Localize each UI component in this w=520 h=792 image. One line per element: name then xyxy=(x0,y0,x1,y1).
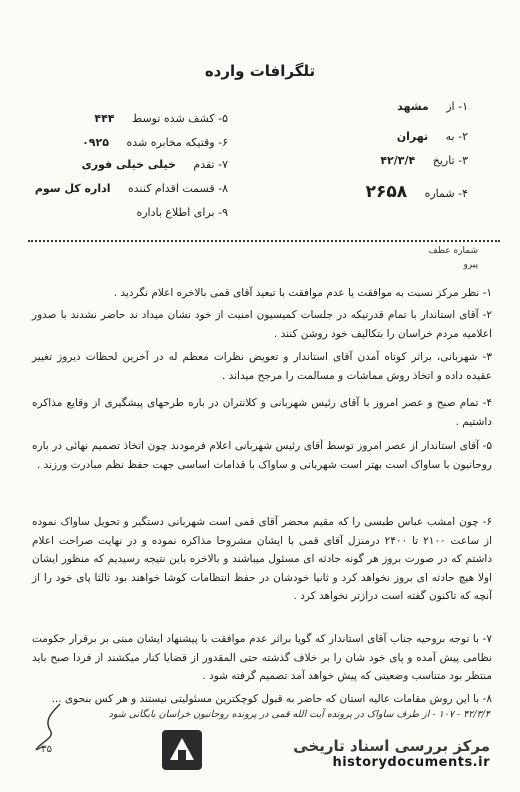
header-decoded-by-label: ۵- کشف شده توسط xyxy=(132,112,228,125)
header-action-dept xyxy=(35,182,228,195)
header-action-dept-value: اداره کل سوم xyxy=(34,182,111,195)
header-from-value: مشهد xyxy=(397,100,429,113)
header-to-value: تهران xyxy=(396,130,429,143)
header-date xyxy=(380,154,468,167)
paragraph-1: ۱- نظر مرکز نسبت به موافقت یا عدم موافقت با تبعید آقای قمی بالاخره اعلام نگردید . xyxy=(113,287,492,299)
header-number-value: ۲۶۵۸ xyxy=(365,182,408,202)
header-to xyxy=(397,130,468,143)
document-title: تلگرافات وارده xyxy=(204,62,316,80)
watermark-url: historydocuments.ir xyxy=(332,755,490,770)
watermark xyxy=(293,737,490,770)
header-info-to xyxy=(136,206,228,219)
handwritten-annotation: ۴۲/۳/۴ - ۱۰۷ - از طرف ساواک در پرونده آیت الله قمی در پرونده روحانیون خراسان بایگانی شود xyxy=(108,709,490,720)
header-sent-time-label: ۶- وقتیکه مخابره شده xyxy=(126,136,228,149)
header-sent-time xyxy=(82,136,228,149)
watermark-title: مرکز بررسی اسناد تاریخی xyxy=(293,737,490,755)
paragraph-8: ۸- با این روش مقامات عالیه استان که حاضر به قبول کوچکترین مسئولیتی نیستند و هر کس بنحوی ... xyxy=(51,693,492,705)
reference-number-label: شماره عطف xyxy=(428,246,478,256)
header-divider xyxy=(28,240,500,242)
header-decoded-by xyxy=(94,112,228,125)
handwritten-margin-number: ۳۵ xyxy=(41,744,52,755)
header-decoded-by-value: ۴۴۴ xyxy=(94,112,115,125)
header-number xyxy=(366,182,468,202)
header-info-to-label: ۹- برای اطلاع باداره xyxy=(136,206,228,219)
paragraph-4: ۴- تمام صبح و عصر امروز با آقای رئیس شهربانی و کلانتران در باره طرحهای پیشگیری از وقایع مذاکره داشتیم . xyxy=(32,397,492,428)
header-from xyxy=(397,100,468,113)
header-action-dept-label: ۸- قسمت اقدام کننده xyxy=(128,182,228,195)
header-from-label: ۱- از xyxy=(446,100,468,113)
header-number-label: ۴- شماره xyxy=(424,187,468,200)
header-priority xyxy=(82,158,228,171)
header-to-label: ۲- به xyxy=(445,130,468,143)
archive-logo-icon xyxy=(160,728,204,772)
header-date-value: ۴۲/۳/۴ xyxy=(380,154,416,167)
header-date-label: ۳- تاریخ xyxy=(432,154,468,167)
handwritten-margin-mark xyxy=(30,700,70,755)
header-sent-time-value: ۰۹۲۵ xyxy=(82,136,109,149)
paragraph-2: ۲- آقای استاندار با تمام قدرتیکه در جلسات کمیسیون امنیت از خود نشان میداد ند حاضر نشدند با صدور اعلامیه مردم خراسان را بتکالیف خود روشن کنند . xyxy=(32,309,492,340)
header-priority-value: خیلی خیلی فوری xyxy=(81,158,176,171)
paragraph-6: ۶- چون امشب عباس طبسی را که مقیم محضر آقای قمی است شهربانی دستگیر و تحویل ساواک نموده از ساعت ۲۱۰۰ تا ۲۴۰۰ درمنزل آقای قمی با ایشان مشروحا مذاکره نموده و در نهایت صراحت اعلام داشتم که در صورت بروز هر گونه حادثه ای مسئول میباشند و بالاخره باین نتیجه رسیدیم که منظور ایشان اولا هیچ حادثه ای بروز نخواهد کرد و ثانیا خودشان در حفظ انتظامات کوشا خواهند بود ثالثا پای خود را از آنچه که تاکنون گفته است درازتر نخواهد کرد . xyxy=(32,516,492,602)
paragraph-5: ۵- آقای استاندار از عصر امروز توسط آقای رئیس شهربانی اعلام فرمودند چون اتخاذ تصمیم نهائی در باره روحانیون با ساواک است بهتر است شهربانی و ساواک با قدامات اساسی جهت حفظ نظم مبادرت ورزند . xyxy=(32,440,492,471)
paragraph-3: ۳- شهربانی، براثر کوتاه آمدن آقای استاندار و تعویض نظرات معظم له در آخرین لحظات دیروز تغییر عقیده داده و اتخاذ روش مماشات و مسالمت را مرجح میداند . xyxy=(32,351,492,382)
reference-followup-label: پیرو xyxy=(463,260,478,270)
paragraph-7: ۷- با توجه بروحیه جناب آقای استاندار که گویا براثر عدم موافقت با پیشنهاد ایشان مبنی بر برقرار حکومت نظامی پیش آمده و پای خود شان را بر خلاف گذشته حتی المقدور از قضایا کنار میکشند از فردا صبح باید منتظر بود متناسب وضعیتی که پیش خواهد آمد تصمیم گرفته شود . xyxy=(32,633,492,682)
header-priority-label: ۷- تقدم xyxy=(193,158,228,171)
